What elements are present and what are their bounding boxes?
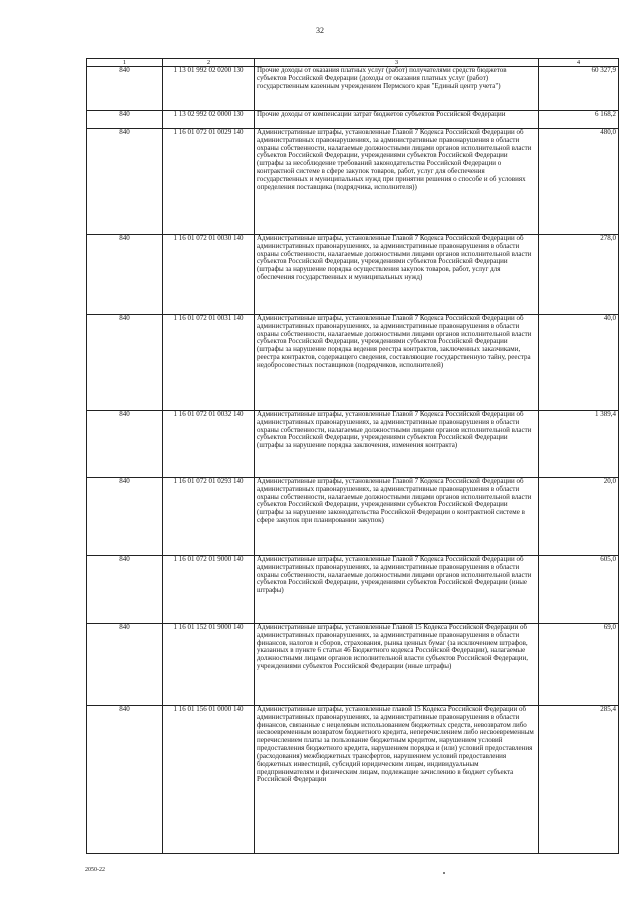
- amount-cell: 278,0: [539, 235, 619, 315]
- income-name-cell: Административные штрафы, установленные Главой 7 Кодекса Российской Федерации об административных правонарушениях, за административные правонарушения в области охраны собственности, налагаемые должностными лицами органов исполнительной власти субъектов Российской Федерации, учреждениями субъектов Российской Федерации (штрафы за нарушение порядка заключения, изменения контракта): [255, 411, 539, 478]
- budget-code-cell: 1 16 01 072 01 0031 140: [163, 315, 255, 411]
- table-row: [87, 111, 619, 129]
- admin-code-cell: 840: [87, 411, 163, 478]
- column-header: 1: [87, 59, 163, 67]
- amount-cell: 480,0: [539, 129, 619, 235]
- income-name-cell: Прочие доходы от оказания платных услуг (работ) получателями средств бюджетов субъектов Российской Федерации (доходы от оказания платных услуг (работ) государственным казенным учреждением Пермского края "Единый центр учета"): [255, 67, 539, 111]
- admin-code-cell: 840: [87, 624, 163, 706]
- amount-cell: 60 327,9: [539, 67, 619, 111]
- income-name-cell: Административные штрафы, установленные главой 15 Кодекса Российской Федерации об административных правонарушениях, за административные правонарушения в области финансов, связанные с нецелевым использованием бюджетных средств, невозвратом либо несвоевременным возвратом бюджетного кредита, неперечислением либо несвоевременным перечислением платы за пользование бюджетным кредитом, нарушением условий предоставления бюджетного кредита, нарушением порядка и (или) условий предоставления (расходования) межбюджетных трансфертов, нарушением условий предоставления бюджетных инвестиций, субсидий юридическим лицам, индивидуальным предпринимателям и физическим лицам, подлежащие зачислению в бюджет субъекта Российской Федерации: [255, 706, 539, 854]
- income-name-cell: Административные штрафы, установленные Главой 15 Кодекса Российской Федерации об административных правонарушениях, за административные правонарушения в области финансов, налогов и сборов, страхования, рынка ценных бумаг (за исключением штрафов, указанных в пункте 6 статьи 46 Бюджетного кодекса Российской Федерации), налагаемые должностными лицами органов исполнительной власти субъектов Российской Федерации, учреждениями субъектов Российской Федерации (иные штрафы): [255, 624, 539, 706]
- admin-code-cell: 840: [87, 129, 163, 235]
- amount-cell: 69,0: [539, 624, 619, 706]
- table-row: [87, 315, 619, 411]
- budget-code-cell: 1 16 01 072 01 9000 140: [163, 556, 255, 624]
- table-row: [87, 556, 619, 624]
- budget-code-cell: 1 16 01 072 01 0029 140: [163, 129, 255, 235]
- table-row: [87, 411, 619, 478]
- budget-code-cell: 1 16 01 072 01 0030 140: [163, 235, 255, 315]
- table-row: [87, 624, 619, 706]
- scan-dot: [443, 872, 445, 874]
- amount-cell: 285,4: [539, 706, 619, 854]
- budget-code-cell: 1 16 01 156 01 0000 140: [163, 706, 255, 854]
- admin-code-cell: 840: [87, 315, 163, 411]
- admin-code-cell: 840: [87, 706, 163, 854]
- amount-cell: 40,0: [539, 315, 619, 411]
- admin-code-cell: 840: [87, 556, 163, 624]
- table-row: [87, 706, 619, 854]
- table-row: [87, 129, 619, 235]
- budget-revenue-table: [86, 58, 619, 854]
- admin-code-cell: 840: [87, 67, 163, 111]
- income-name-cell: Административные штрафы, установленные Главой 7 Кодекса Российской Федерации об административных правонарушениях, за административные правонарушения в области охраны собственности, налагаемые должностными лицами органов исполнительной власти субъектов Российской Федерации, учреждениями субъектов Российской Федерации (иные штрафы): [255, 556, 539, 624]
- amount-cell: 605,0: [539, 556, 619, 624]
- column-header: 4: [539, 59, 619, 67]
- income-name-cell: Административные штрафы, установленные Главой 7 Кодекса Российской Федерации об административных правонарушениях, за административные правонарушения в области охраны собственности, налагаемые должностными лицами органов исполнительной власти субъектов Российской Федерации, учреждениями субъектов Российской Федерации (штрафы за несоблюдение требований законодательства Российской Федерации о контрактной системе в сфере закупок товаров, работ, услуг для обеспечения государственных и муниципальных нужд при принятии решения о способе и об условиях определения поставщика (подрядчика, исполнителя)): [255, 129, 539, 235]
- admin-code-cell: 840: [87, 111, 163, 129]
- admin-code-cell: 840: [87, 478, 163, 556]
- column-header: 3: [255, 59, 539, 67]
- table-row: [87, 235, 619, 315]
- income-name-cell: Прочие доходы от компенсации затрат бюджетов субъектов Российской Федерации: [255, 111, 539, 129]
- table-header-row: [87, 59, 619, 67]
- document-code: 2050-22: [85, 867, 105, 873]
- income-name-cell: Административные штрафы, установленные Главой 7 Кодекса Российской Федерации об административных правонарушениях, за административные правонарушения в области охраны собственности, налагаемые должностными лицами органов исполнительной власти субъектов Российской Федерации, учреждениями субъектов Российской Федерации (штрафы за нарушение порядка осуществления закупок товаров, работ, услуг для обеспечения государственных и муниципальных нужд): [255, 235, 539, 315]
- income-name-cell: Административные штрафы, установленные Главой 7 Кодекса Российской Федерации об административных правонарушениях, за административные правонарушения в области охраны собственности, налагаемые должностными лицами органов исполнительной власти субъектов Российской Федерации, учреждениями субъектов Российской Федерации (штрафы за нарушение порядка ведения реестра контрактов, заключенных заказчиками, реестра контрактов, содержащего сведения, составляющие государственную тайну, реестра недобросовестных поставщиков (подрядчиков, исполнителей): [255, 315, 539, 411]
- amount-cell: 20,0: [539, 478, 619, 556]
- budget-code-cell: 1 13 02 992 02 0000 130: [163, 111, 255, 129]
- admin-code-cell: 840: [87, 235, 163, 315]
- table-row: [87, 67, 619, 111]
- amount-cell: 1 389,4: [539, 411, 619, 478]
- budget-code-cell: 1 16 01 072 01 0293 140: [163, 478, 255, 556]
- budget-code-cell: 1 13 01 992 02 0200 130: [163, 67, 255, 111]
- income-name-cell: Административные штрафы, установленные Главой 7 Кодекса Российской Федерации об административных правонарушениях, за административные правонарушения в области охраны собственности, налагаемые должностными лицами органов исполнительной власти субъектов Российской Федерации, учреждениями субъектов Российской Федерации (штрафы за нарушение законодательства Российской Федерации о контрактной системе в сфере закупок при планировании закупок): [255, 478, 539, 556]
- amount-cell: 6 168,2: [539, 111, 619, 129]
- column-header: 2: [163, 59, 255, 67]
- budget-code-cell: 1 16 01 152 01 9000 140: [163, 624, 255, 706]
- budget-code-cell: 1 16 01 072 01 0032 140: [163, 411, 255, 478]
- page-number: 32: [316, 26, 324, 35]
- table-row: [87, 478, 619, 556]
